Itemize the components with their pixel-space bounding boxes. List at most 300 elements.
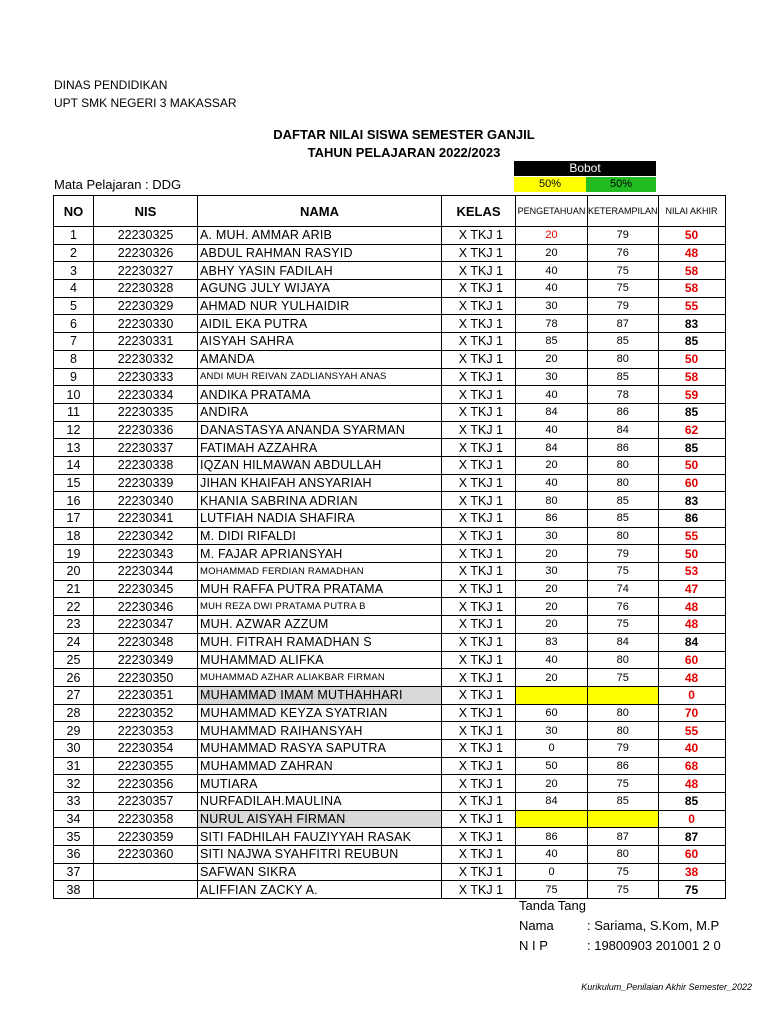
row-no: 32 bbox=[54, 775, 94, 793]
row-nis: 22230342 bbox=[94, 527, 198, 545]
row-kelas: X TKJ 1 bbox=[442, 722, 516, 740]
row-pengetahuan: 83 bbox=[516, 633, 588, 651]
row-nama: MUH REZA DWI PRATAMA PUTRA B bbox=[198, 598, 442, 616]
row-nama: ANDI MUH REIVAN ZADLIANSYAH ANAS bbox=[198, 368, 442, 386]
row-nama: M. DIDI RIFALDI bbox=[198, 527, 442, 545]
row-no: 2 bbox=[54, 244, 94, 262]
row-nilai-akhir: 50 bbox=[658, 350, 725, 368]
row-pengetahuan: 20 bbox=[516, 616, 588, 634]
row-nama: ABDUL RAHMAN RASYID bbox=[198, 244, 442, 262]
row-nilai-akhir: 83 bbox=[658, 315, 725, 333]
row-nilai-akhir: 48 bbox=[658, 616, 725, 634]
row-pengetahuan: 0 bbox=[516, 863, 588, 881]
row-nama: MUHAMMAD IMAM MUTHAHHARI bbox=[198, 686, 442, 704]
row-nilai-akhir: 86 bbox=[658, 510, 725, 528]
row-nis: 22230326 bbox=[94, 244, 198, 262]
row-nilai-akhir: 62 bbox=[658, 421, 725, 439]
row-kelas: X TKJ 1 bbox=[442, 350, 516, 368]
row-nama: NURFADILAH.MAULINA bbox=[198, 793, 442, 811]
row-kelas: X TKJ 1 bbox=[442, 244, 516, 262]
row-nilai-akhir: 55 bbox=[658, 527, 725, 545]
document-title: DAFTAR NILAI SISWA SEMESTER GANJIL bbox=[273, 127, 535, 142]
row-nilai-akhir: 55 bbox=[658, 297, 725, 315]
row-nis: 22230334 bbox=[94, 386, 198, 404]
row-nilai-akhir: 87 bbox=[658, 828, 725, 846]
row-kelas: X TKJ 1 bbox=[442, 686, 516, 704]
row-no: 23 bbox=[54, 616, 94, 634]
row-nama: ALIFFIAN ZACKY A. bbox=[198, 881, 442, 899]
row-kelas: X TKJ 1 bbox=[442, 669, 516, 687]
table-row bbox=[54, 669, 726, 687]
row-no: 20 bbox=[54, 563, 94, 581]
row-nis: 22230337 bbox=[94, 439, 198, 457]
row-nilai-akhir: 48 bbox=[658, 669, 725, 687]
table-row bbox=[54, 350, 726, 368]
table-row bbox=[54, 757, 726, 775]
table-row bbox=[54, 456, 726, 474]
row-nilai-akhir: 58 bbox=[658, 368, 725, 386]
row-no: 24 bbox=[54, 633, 94, 651]
table-row bbox=[54, 333, 726, 351]
row-pengetahuan: 20 bbox=[516, 775, 588, 793]
row-pengetahuan: 30 bbox=[516, 368, 588, 386]
row-nis: 22230356 bbox=[94, 775, 198, 793]
row-nama: MUH. FITRAH RAMADHAN S bbox=[198, 633, 442, 651]
row-nis: 22230349 bbox=[94, 651, 198, 669]
table-row bbox=[54, 651, 726, 669]
row-nama: MUHAMMAD KEYZA SYATRIAN bbox=[198, 704, 442, 722]
row-no: 6 bbox=[54, 315, 94, 333]
row-keterampilan: 80 bbox=[588, 846, 659, 864]
row-pengetahuan: 30 bbox=[516, 563, 588, 581]
row-no: 29 bbox=[54, 722, 94, 740]
row-keterampilan: 79 bbox=[588, 297, 659, 315]
row-no: 22 bbox=[54, 598, 94, 616]
table-row bbox=[54, 527, 726, 545]
table-row bbox=[54, 297, 726, 315]
row-pengetahuan: 50 bbox=[516, 757, 588, 775]
row-nis bbox=[94, 881, 198, 899]
row-keterampilan: 87 bbox=[588, 828, 659, 846]
row-pengetahuan: 0 bbox=[516, 739, 588, 757]
row-kelas: X TKJ 1 bbox=[442, 527, 516, 545]
row-keterampilan: 86 bbox=[588, 439, 659, 457]
col-header-nilai-akhir: NILAI AKHIR bbox=[658, 196, 725, 227]
row-nis: 22230330 bbox=[94, 315, 198, 333]
row-no: 34 bbox=[54, 810, 94, 828]
row-keterampilan: 75 bbox=[588, 616, 659, 634]
row-pengetahuan: 20 bbox=[516, 456, 588, 474]
row-no: 13 bbox=[54, 439, 94, 457]
row-nama: SITI FADHILAH FAUZIYYAH RASAK bbox=[198, 828, 442, 846]
row-nama: MUHAMMAD RAIHANSYAH bbox=[198, 722, 442, 740]
row-kelas: X TKJ 1 bbox=[442, 757, 516, 775]
table-row bbox=[54, 403, 726, 421]
row-keterampilan: 85 bbox=[588, 793, 659, 811]
row-nilai-akhir: 70 bbox=[658, 704, 725, 722]
row-nama: MUHAMMAD RASYA SAPUTRA bbox=[198, 739, 442, 757]
row-kelas: X TKJ 1 bbox=[442, 881, 516, 899]
row-nis: 22230354 bbox=[94, 739, 198, 757]
row-no: 31 bbox=[54, 757, 94, 775]
row-pengetahuan: 85 bbox=[516, 333, 588, 351]
table-row bbox=[54, 846, 726, 864]
row-keterampilan: 75 bbox=[588, 262, 659, 280]
table-row bbox=[54, 810, 726, 828]
footer-note: Kurikulum_Penilaian Akhir Semester_2022 bbox=[581, 982, 752, 992]
row-no: 16 bbox=[54, 492, 94, 510]
row-nama: MUH. AZWAR AZZUM bbox=[198, 616, 442, 634]
table-row bbox=[54, 510, 726, 528]
row-nis: 22230357 bbox=[94, 793, 198, 811]
row-pengetahuan: 40 bbox=[516, 651, 588, 669]
table-row bbox=[54, 704, 726, 722]
row-nama: NURUL AISYAH FIRMAN bbox=[198, 810, 442, 828]
org-line-1: DINAS PENDIDIKAN bbox=[54, 78, 168, 92]
row-nilai-akhir: 68 bbox=[658, 757, 725, 775]
row-nama: SAFWAN SIKRA bbox=[198, 863, 442, 881]
row-nis: 22230350 bbox=[94, 669, 198, 687]
table-row bbox=[54, 439, 726, 457]
row-keterampilan: 84 bbox=[588, 421, 659, 439]
row-nilai-akhir: 48 bbox=[658, 598, 725, 616]
row-kelas: X TKJ 1 bbox=[442, 704, 516, 722]
row-nama: MUHAMMAD ZAHRAN bbox=[198, 757, 442, 775]
row-nama: MUTIARA bbox=[198, 775, 442, 793]
row-no: 3 bbox=[54, 262, 94, 280]
row-no: 28 bbox=[54, 704, 94, 722]
row-no: 9 bbox=[54, 368, 94, 386]
row-nilai-akhir: 60 bbox=[658, 651, 725, 669]
row-no: 18 bbox=[54, 527, 94, 545]
row-nama: AGUNG JULY WIJAYA bbox=[198, 280, 442, 298]
row-nilai-akhir: 60 bbox=[658, 474, 725, 492]
row-keterampilan: 85 bbox=[588, 492, 659, 510]
row-pengetahuan: 20 bbox=[516, 598, 588, 616]
table-row bbox=[54, 580, 726, 598]
row-nilai-akhir: 48 bbox=[658, 244, 725, 262]
table-row bbox=[54, 227, 726, 245]
row-nis: 22230340 bbox=[94, 492, 198, 510]
table-row bbox=[54, 474, 726, 492]
row-kelas: X TKJ 1 bbox=[442, 456, 516, 474]
row-pengetahuan: 84 bbox=[516, 793, 588, 811]
row-pengetahuan: 20 bbox=[516, 580, 588, 598]
row-nilai-akhir: 55 bbox=[658, 722, 725, 740]
table-row bbox=[54, 386, 726, 404]
row-nilai-akhir: 0 bbox=[658, 686, 725, 704]
signature-nip-label: N I P bbox=[519, 938, 548, 953]
row-no: 30 bbox=[54, 739, 94, 757]
row-pengetahuan: 30 bbox=[516, 297, 588, 315]
row-kelas: X TKJ 1 bbox=[442, 227, 516, 245]
row-no: 11 bbox=[54, 403, 94, 421]
table-row bbox=[54, 775, 726, 793]
row-kelas: X TKJ 1 bbox=[442, 333, 516, 351]
row-nilai-akhir: 47 bbox=[658, 580, 725, 598]
row-nilai-akhir: 50 bbox=[658, 227, 725, 245]
row-no: 7 bbox=[54, 333, 94, 351]
row-nama: ANDIRA bbox=[198, 403, 442, 421]
row-kelas: X TKJ 1 bbox=[442, 580, 516, 598]
row-kelas: X TKJ 1 bbox=[442, 846, 516, 864]
row-nis: 22230352 bbox=[94, 704, 198, 722]
col-header-keterampilan: KETERAMPILAN bbox=[588, 196, 659, 227]
row-keterampilan: 80 bbox=[588, 474, 659, 492]
row-no: 19 bbox=[54, 545, 94, 563]
row-nama: AMANDA bbox=[198, 350, 442, 368]
row-nama: MOHAMMAD FERDIAN RAMADHAN bbox=[198, 563, 442, 581]
row-kelas: X TKJ 1 bbox=[442, 633, 516, 651]
row-keterampilan: 80 bbox=[588, 527, 659, 545]
row-nis: 22230333 bbox=[94, 368, 198, 386]
table-row bbox=[54, 244, 726, 262]
row-nama: AIDIL EKA PUTRA bbox=[198, 315, 442, 333]
row-keterampilan: 80 bbox=[588, 456, 659, 474]
row-nilai-akhir: 59 bbox=[658, 386, 725, 404]
table-row bbox=[54, 421, 726, 439]
row-nis: 22230347 bbox=[94, 616, 198, 634]
row-keterampilan: 80 bbox=[588, 651, 659, 669]
row-nis: 22230355 bbox=[94, 757, 198, 775]
org-line-2: UPT SMK NEGERI 3 MAKASSAR bbox=[54, 96, 237, 110]
row-no: 35 bbox=[54, 828, 94, 846]
row-keterampilan: 85 bbox=[588, 333, 659, 351]
row-nilai-akhir: 85 bbox=[658, 333, 725, 351]
row-nama: MUHAMMAD ALIFKA bbox=[198, 651, 442, 669]
table-row bbox=[54, 368, 726, 386]
row-nilai-akhir: 50 bbox=[658, 545, 725, 563]
row-pengetahuan: 80 bbox=[516, 492, 588, 510]
table-row bbox=[54, 315, 726, 333]
table-row bbox=[54, 633, 726, 651]
row-kelas: X TKJ 1 bbox=[442, 545, 516, 563]
signature-nip-value: : 19800903 201001 2 0 bbox=[587, 938, 721, 953]
row-no: 33 bbox=[54, 793, 94, 811]
table-row bbox=[54, 598, 726, 616]
row-keterampilan: 76 bbox=[588, 598, 659, 616]
row-kelas: X TKJ 1 bbox=[442, 775, 516, 793]
row-kelas: X TKJ 1 bbox=[442, 651, 516, 669]
row-pengetahuan bbox=[516, 810, 588, 828]
row-no: 8 bbox=[54, 350, 94, 368]
row-nis: 22230346 bbox=[94, 598, 198, 616]
row-pengetahuan: 86 bbox=[516, 510, 588, 528]
table-row bbox=[54, 545, 726, 563]
row-nama: JIHAN KHAIFAH ANSYARIAH bbox=[198, 474, 442, 492]
table-header-row bbox=[54, 196, 726, 227]
row-pengetahuan: 20 bbox=[516, 244, 588, 262]
row-pengetahuan: 20 bbox=[516, 545, 588, 563]
table-row bbox=[54, 881, 726, 899]
row-kelas: X TKJ 1 bbox=[442, 616, 516, 634]
col-header-no: NO bbox=[54, 196, 94, 227]
row-nis: 22230332 bbox=[94, 350, 198, 368]
row-nis: 22230345 bbox=[94, 580, 198, 598]
row-kelas: X TKJ 1 bbox=[442, 439, 516, 457]
row-nis: 22230336 bbox=[94, 421, 198, 439]
row-nama: ABHY YASIN FADILAH bbox=[198, 262, 442, 280]
row-pengetahuan: 20 bbox=[516, 227, 588, 245]
row-nilai-akhir: 0 bbox=[658, 810, 725, 828]
row-keterampilan: 75 bbox=[588, 563, 659, 581]
row-nama: ANDIKA PRATAMA bbox=[198, 386, 442, 404]
row-nama: SITI NAJWA SYAHFITRI REUBUN bbox=[198, 846, 442, 864]
row-nis: 22230329 bbox=[94, 297, 198, 315]
row-keterampilan: 85 bbox=[588, 368, 659, 386]
row-keterampilan: 75 bbox=[588, 863, 659, 881]
row-keterampilan: 79 bbox=[588, 739, 659, 757]
row-nis: 22230341 bbox=[94, 510, 198, 528]
table-row bbox=[54, 793, 726, 811]
row-keterampilan: 86 bbox=[588, 403, 659, 421]
row-keterampilan: 87 bbox=[588, 315, 659, 333]
table-row bbox=[54, 686, 726, 704]
row-kelas: X TKJ 1 bbox=[442, 262, 516, 280]
row-no: 15 bbox=[54, 474, 94, 492]
row-nilai-akhir: 40 bbox=[658, 739, 725, 757]
row-kelas: X TKJ 1 bbox=[442, 563, 516, 581]
row-nis bbox=[94, 863, 198, 881]
row-keterampilan bbox=[588, 810, 659, 828]
row-nis: 22230335 bbox=[94, 403, 198, 421]
row-keterampilan: 75 bbox=[588, 669, 659, 687]
row-nilai-akhir: 58 bbox=[658, 262, 725, 280]
row-nis: 22230351 bbox=[94, 686, 198, 704]
row-kelas: X TKJ 1 bbox=[442, 315, 516, 333]
bobot-keterampilan: 50% bbox=[586, 177, 656, 192]
row-nama: M. FAJAR APRIANSYAH bbox=[198, 545, 442, 563]
row-nis: 22230344 bbox=[94, 563, 198, 581]
col-header-nama: NAMA bbox=[198, 196, 442, 227]
row-pengetahuan: 40 bbox=[516, 280, 588, 298]
row-no: 38 bbox=[54, 881, 94, 899]
signature-name-label: Nama bbox=[519, 918, 554, 933]
row-pengetahuan: 84 bbox=[516, 403, 588, 421]
row-pengetahuan bbox=[516, 686, 588, 704]
row-nilai-akhir: 58 bbox=[658, 280, 725, 298]
row-pengetahuan: 20 bbox=[516, 350, 588, 368]
table-row bbox=[54, 280, 726, 298]
table-row bbox=[54, 262, 726, 280]
row-nis: 22230338 bbox=[94, 456, 198, 474]
row-no: 12 bbox=[54, 421, 94, 439]
row-keterampilan: 86 bbox=[588, 757, 659, 775]
row-keterampilan: 76 bbox=[588, 244, 659, 262]
row-pengetahuan: 86 bbox=[516, 828, 588, 846]
document-subtitle: TAHUN PELAJARAN 2022/2023 bbox=[307, 145, 501, 160]
table-row bbox=[54, 739, 726, 757]
row-nilai-akhir: 60 bbox=[658, 846, 725, 864]
row-nama: AISYAH SAHRA bbox=[198, 333, 442, 351]
row-nis: 22230343 bbox=[94, 545, 198, 563]
row-pengetahuan: 40 bbox=[516, 262, 588, 280]
row-pengetahuan: 30 bbox=[516, 527, 588, 545]
row-nama: IQZAN HILMAWAN ABDULLAH bbox=[198, 456, 442, 474]
row-no: 5 bbox=[54, 297, 94, 315]
row-kelas: X TKJ 1 bbox=[442, 368, 516, 386]
row-nilai-akhir: 48 bbox=[658, 775, 725, 793]
row-nama: LUTFIAH NADIA SHAFIRA bbox=[198, 510, 442, 528]
row-nilai-akhir: 75 bbox=[658, 881, 725, 899]
row-no: 1 bbox=[54, 227, 94, 245]
table-row bbox=[54, 863, 726, 881]
row-kelas: X TKJ 1 bbox=[442, 863, 516, 881]
signature-label: Tanda Tang bbox=[519, 898, 586, 913]
subject-label: Mata Pelajaran : DDG bbox=[54, 177, 182, 192]
table-row bbox=[54, 563, 726, 581]
row-nis: 22230327 bbox=[94, 262, 198, 280]
row-pengetahuan: 60 bbox=[516, 704, 588, 722]
row-pengetahuan: 84 bbox=[516, 439, 588, 457]
row-nis: 22230353 bbox=[94, 722, 198, 740]
row-nama: KHANIA SABRINA ADRIAN bbox=[198, 492, 442, 510]
row-nis: 22230339 bbox=[94, 474, 198, 492]
row-kelas: X TKJ 1 bbox=[442, 492, 516, 510]
row-nama: MUHAMMAD AZHAR ALIAKBAR FIRMAN bbox=[198, 669, 442, 687]
row-pengetahuan: 20 bbox=[516, 669, 588, 687]
row-pengetahuan: 40 bbox=[516, 421, 588, 439]
row-kelas: X TKJ 1 bbox=[442, 828, 516, 846]
bobot-pengetahuan: 50% bbox=[514, 177, 586, 192]
table-row bbox=[54, 492, 726, 510]
row-pengetahuan: 40 bbox=[516, 386, 588, 404]
table-row bbox=[54, 616, 726, 634]
col-header-nis: NIS bbox=[94, 196, 198, 227]
row-nilai-akhir: 53 bbox=[658, 563, 725, 581]
row-no: 26 bbox=[54, 669, 94, 687]
row-no: 27 bbox=[54, 686, 94, 704]
row-keterampilan: 80 bbox=[588, 722, 659, 740]
row-no: 21 bbox=[54, 580, 94, 598]
col-header-pengetahuan: PENGETAHUAN bbox=[516, 196, 588, 227]
row-no: 17 bbox=[54, 510, 94, 528]
row-keterampilan: 78 bbox=[588, 386, 659, 404]
row-keterampilan: 75 bbox=[588, 280, 659, 298]
grades-table bbox=[53, 195, 726, 899]
row-nis: 22230328 bbox=[94, 280, 198, 298]
row-pengetahuan: 75 bbox=[516, 881, 588, 899]
row-nilai-akhir: 85 bbox=[658, 403, 725, 421]
row-kelas: X TKJ 1 bbox=[442, 510, 516, 528]
signature-name-value: : Sariama, S.Kom, M.P bbox=[587, 918, 720, 933]
row-kelas: X TKJ 1 bbox=[442, 280, 516, 298]
bobot-header: Bobot bbox=[514, 161, 656, 176]
row-pengetahuan: 40 bbox=[516, 846, 588, 864]
col-header-kelas: KELAS bbox=[442, 196, 516, 227]
row-keterampilan: 74 bbox=[588, 580, 659, 598]
row-keterampilan: 79 bbox=[588, 545, 659, 563]
row-nilai-akhir: 85 bbox=[658, 793, 725, 811]
row-no: 10 bbox=[54, 386, 94, 404]
row-keterampilan: 79 bbox=[588, 227, 659, 245]
row-nama: DANASTASYA ANANDA SYARMAN bbox=[198, 421, 442, 439]
row-keterampilan: 75 bbox=[588, 775, 659, 793]
row-kelas: X TKJ 1 bbox=[442, 810, 516, 828]
row-nilai-akhir: 84 bbox=[658, 633, 725, 651]
row-nama: AHMAD NUR YULHAIDIR bbox=[198, 297, 442, 315]
row-nilai-akhir: 38 bbox=[658, 863, 725, 881]
row-keterampilan: 84 bbox=[588, 633, 659, 651]
row-no: 25 bbox=[54, 651, 94, 669]
row-kelas: X TKJ 1 bbox=[442, 793, 516, 811]
row-nis: 22230348 bbox=[94, 633, 198, 651]
row-kelas: X TKJ 1 bbox=[442, 739, 516, 757]
row-keterampilan: 75 bbox=[588, 881, 659, 899]
row-nis: 22230359 bbox=[94, 828, 198, 846]
row-pengetahuan: 30 bbox=[516, 722, 588, 740]
table-row bbox=[54, 828, 726, 846]
